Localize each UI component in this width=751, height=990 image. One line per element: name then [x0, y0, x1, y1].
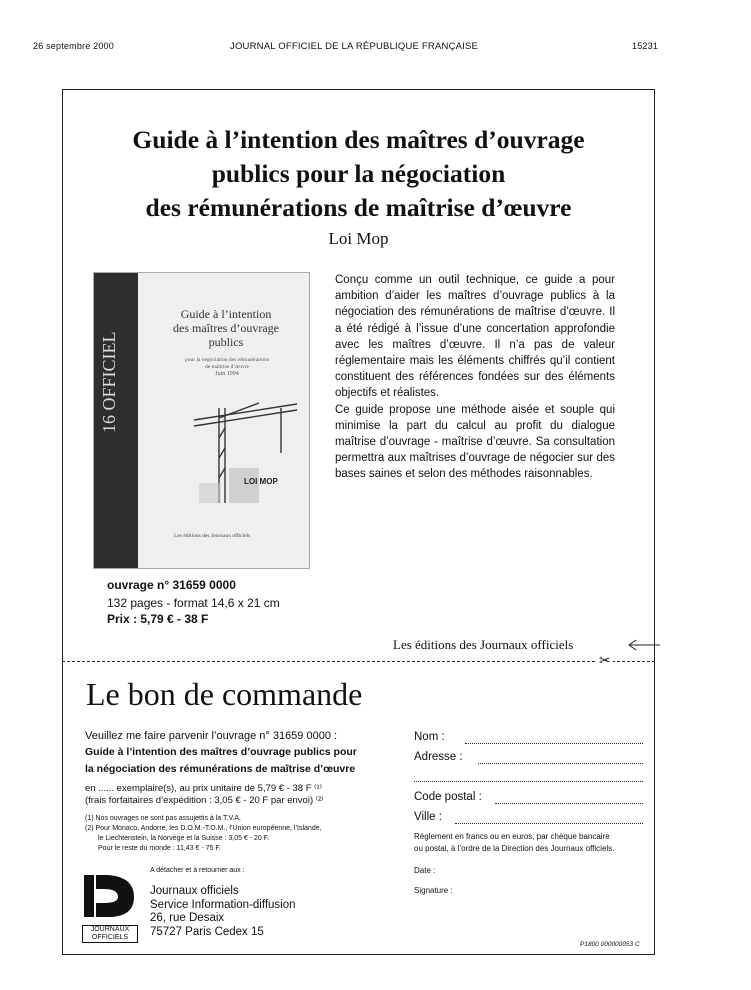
address-line: 26, rue Desaix — [150, 912, 225, 925]
header-page-number: 15231 — [632, 41, 659, 51]
ad-title-line: Guide à l’intention des maîtres d’ouvrage — [132, 125, 585, 154]
order-quantity: en ...... exemplaire(s), au prix unitaire de 5,79 € - 38 F ⁽¹⁾ — [85, 783, 322, 794]
adresse-field[interactable] — [478, 763, 643, 764]
book-spine-text: 16 OFFICIEL — [99, 331, 119, 433]
reference-code: P1800 000000053 C — [580, 941, 640, 948]
ad-description — [335, 272, 615, 483]
arrow-left-icon — [626, 638, 660, 652]
order-request-line: Veuillez me faire parvenir l’ouvrage n° 31659 0000 : — [85, 730, 338, 742]
code-postal-field[interactable] — [495, 803, 643, 804]
header-journal: JOURNAL OFFICIEL DE LA RÉPUBLIQUE FRANÇAISE — [230, 41, 479, 52]
address-line: Journaux officiels — [150, 885, 239, 897]
address-line: 75727 Paris Cedex 15 — [150, 925, 264, 938]
cut-line — [62, 661, 655, 662]
payment-line: ou postal, à l’ordre de la Direction des Journaux officiels. — [414, 844, 615, 853]
payment-line: Règlement en francs ou en euros, par chèque bancaire — [414, 832, 610, 841]
description-paragraph: Ce guide propose une méthode aisée et souple qui minimise la part du calcul au profit du dialogue maîtrise d’ouvrage - maîtrise d’œuvre. Sa consultation permettra aux maîtrises d’ouvrage de négocier sur des bases saines et selon des méthodes raisonnables. — [335, 403, 615, 481]
adresse-label: Adresse : — [414, 751, 463, 763]
detach-instruction: A détacher et à retourner aux : — [150, 867, 245, 874]
scissors-icon: ✂ — [599, 652, 611, 668]
cover-subtitle-line: de maîtrise d’œuvre — [205, 363, 249, 370]
ad-title — [62, 123, 655, 225]
publisher-signature: Les éditions des Journaux officiels — [393, 637, 574, 652]
logo-text: OFFICIELS — [91, 934, 129, 941]
order-footnote-2: (2) Pour Monaco, Andorre, les D.O.M.-T.O.M., l’Union européenne, l’Islande, — [85, 824, 322, 832]
cover-loi-label: LOI MOP — [244, 477, 278, 486]
order-form-title: Le bon de commande — [86, 676, 363, 712]
cover-subtitle-line: pour la négociation des rémunérations — [184, 357, 269, 363]
description-paragraph: Conçu comme un outil technique, ce guide a pour ambition d’aider les maîtres d’ouvrage publics à la négociation des rémunérations de maîtrise d’œuvre. Il a été rédigé à l’issue d’une concertation approfondie avec les maîtres d’œuvre. Il n’a pas de valeur réglementaire mais les éléments chiffrés qu’il contient constituent des références fondées sur des éléments objectifs et réalistes. — [335, 274, 615, 400]
return-address — [150, 885, 296, 939]
ad-title-line: publics pour la négociation — [211, 159, 506, 188]
cover-title-line: Guide à l’intention — [180, 307, 272, 321]
logo-text: JOURNAUX — [90, 926, 130, 933]
cover-subtitle — [152, 357, 302, 370]
ad-subtitle: Loi Mop — [328, 229, 389, 248]
book-cover-image — [93, 272, 310, 569]
crane-illustration — [189, 398, 299, 508]
nom-field[interactable] — [465, 743, 643, 744]
cover-title — [146, 307, 306, 349]
ouvrage-number: ouvrage n° 31659 0000 — [107, 578, 236, 592]
cover-date: Juin 1994 — [215, 371, 239, 377]
cover-title-line: publics — [208, 335, 244, 349]
order-book-title: Guide à l’intention des maîtres d’ouvrage publics pour — [85, 746, 357, 758]
ville-label: Ville : — [414, 811, 442, 823]
ouvrage-price: Prix : 5,79 € - 38 F — [107, 612, 209, 626]
order-footnote-2: Pour le reste du monde : 11,43 € - 75 F. — [98, 844, 221, 852]
signature-label: Signature : — [414, 886, 453, 895]
date-label: Date : — [414, 866, 436, 875]
address-line: Service Information-diffusion — [150, 898, 296, 911]
ad-title-line: des rémunérations de maîtrise d’œuvre — [145, 193, 572, 222]
header-date: 26 septembre 2000 — [33, 41, 114, 51]
ville-field[interactable] — [455, 823, 643, 824]
nom-label: Nom : — [414, 731, 445, 743]
code-postal-label: Code postal : — [414, 791, 482, 803]
cover-title-line: des maîtres d’ouvrage — [173, 321, 279, 335]
adresse-field-line-2[interactable] — [414, 781, 643, 782]
ouvrage-format: 132 pages - format 14,6 x 21 cm — [107, 596, 280, 610]
order-book-title: la négociation des rémunérations de maîtrise d’œuvre — [85, 763, 356, 775]
cover-editions: Les éditions des Journaux officiels — [174, 533, 251, 539]
order-footnote-2: le Liechtenstein, la Norvège et la Suisse : 3,05 € - 20 F. — [98, 834, 270, 842]
payment-instructions — [414, 831, 614, 855]
order-request — [85, 729, 400, 854]
journaux-officiels-logo — [82, 873, 138, 941]
order-footnote-1: (1) Nos ouvrages ne sont pas assujettis à la T.V.A. — [85, 814, 242, 822]
order-shipping: (frais forfaitaires d’expédition : 3,05 € - 20 F par envoi) ⁽²⁾ — [85, 795, 324, 807]
